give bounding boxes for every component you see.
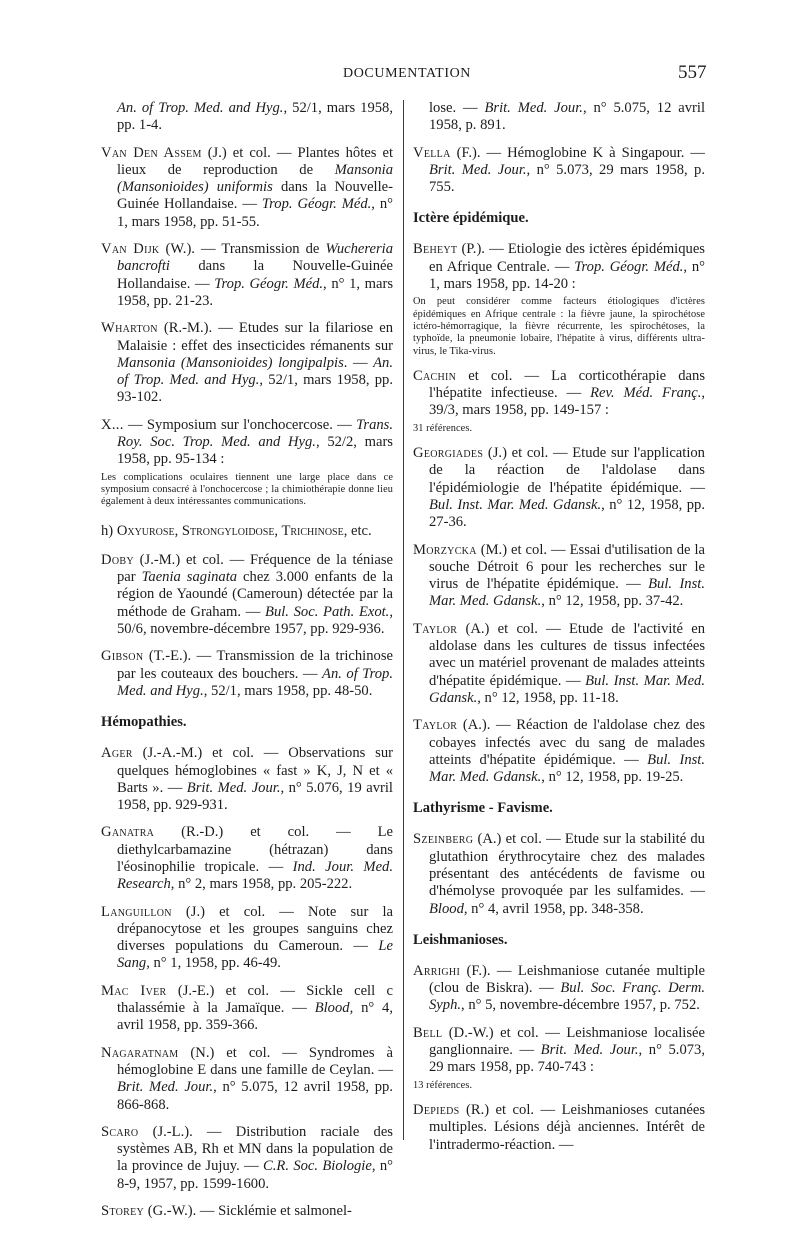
citation-details: , n° 5.073, 29 mars 1958, pp. 740-743 :	[429, 1042, 705, 1076]
taxon-name: Taenia saginata	[141, 569, 238, 586]
column-divider	[403, 100, 404, 1140]
author-name: Wharton	[101, 320, 158, 337]
journal-title: C.R. Soc. Biologie	[263, 1158, 372, 1175]
journal-title: Brit. Med. Jour.	[540, 1042, 639, 1059]
taxon-name: Mansonia (Mansonioides) longipalpis	[117, 354, 344, 371]
citation-details: , n° 5.073, 29 mars 1958, p. 755.	[429, 161, 705, 196]
entry-title: Etudes sur la filariose en Malaisie : effet des insecticides rémanents sur	[117, 320, 393, 354]
entry-title: Transmission de	[221, 241, 326, 258]
citation-details: , n° 5.075, 12 avril 1958, pp. 866-868.	[117, 1079, 394, 1113]
author-name: Van Den Assem	[101, 144, 202, 161]
reference-entry	[413, 445, 705, 531]
journal-title: Trans. Roy. Soc. Trop. Med. and Hyg.	[117, 416, 393, 451]
author-initials: (R.) et col. —	[459, 1101, 562, 1118]
author-initials: (W.). —	[159, 241, 222, 258]
print-glyph: c	[386, 982, 393, 999]
abstract-note: On peut considérer comme facteurs étiologiques d'ictères épidémiques en Afrique centrale : la fièvre jaune, la spirochétose ictéro-hémorragique, la fièvre récurrente, les spirochétoses, la typhoïde, la pneumonie lobaire, l'hépatite à virus, différents ultra-virus, le Tika-virus.	[413, 296, 705, 357]
entry-title: Essai d'utilisation de la souche Détroit 6 pour les recherches sur le virus de l'hépatite épidémique. —	[429, 541, 705, 593]
citation-details: , n° 5, novembre-décembre 1957, p. 752.	[461, 997, 700, 1014]
citation-details: , n° 12, 1958, pp. 27-36.	[429, 496, 706, 531]
entry-title: Hémoglobine K à Singapour. —	[507, 144, 705, 161]
journal-title: Le Sang	[117, 938, 393, 972]
section-heading: Hémopathies.	[101, 714, 187, 731]
reference-entry	[101, 1045, 393, 1114]
page-number: 557	[678, 62, 707, 83]
citation-details: , 52/1, mars 1958, pp. 93-102.	[117, 372, 393, 406]
entry-title: Fréquence de la téniase par	[117, 551, 393, 586]
journal-title: Blood	[429, 900, 464, 917]
reference-entry	[101, 648, 393, 700]
reference-entry	[413, 621, 705, 707]
subsection-heading	[101, 523, 393, 540]
subsection-letter: h)	[101, 522, 117, 539]
author-name: Ager	[101, 745, 133, 762]
reference-entry	[413, 542, 705, 611]
reference-entry	[413, 368, 705, 435]
subsection-tail: etc.	[347, 522, 372, 539]
author-name: Taylor	[413, 717, 458, 734]
reference-entry	[413, 1102, 705, 1154]
journal-title: Bul. Inst. Mar. Med. Gdansk.	[429, 751, 705, 786]
entry-title: La corticothérapie dans l'hépatite infectieuse. —	[429, 367, 706, 402]
entry-title: dans la Nouvelle-Guinée Hollandaise. —	[117, 179, 393, 213]
journal-title: Rev. Méd. Franç.	[590, 385, 702, 402]
author-initials: et col. —	[456, 367, 552, 384]
journal-title: Trop. Géogr. Méd.	[574, 258, 684, 275]
journal-title: Blood	[314, 1000, 350, 1017]
author-initials: (J.-E.) et col. —	[166, 982, 307, 999]
citation-details: , n° 2, mars 1958, pp. 205-222.	[170, 876, 353, 893]
citation-details: , 52/2, mars 1958, pp. 95-134 :	[117, 434, 393, 468]
author-initials: (A.). —	[457, 717, 517, 734]
citation-details: , 52/1, mars 1958, pp. 48-50.	[203, 682, 373, 699]
journal-title: Ind. Jour. Med. Research	[117, 858, 393, 893]
author-name: Taylor	[413, 620, 458, 637]
journal-title: An. of Trop. Med. and Hyg.	[117, 354, 393, 389]
reference-entry	[101, 320, 393, 406]
journal-title: An. of Trop. Med. and Hyg.	[117, 665, 393, 699]
author-name: Georgiades	[413, 445, 484, 462]
author-initials: (J.) et col. —	[171, 903, 309, 920]
entry-title: Syndromes à hémoglobine E dans une famille de Ceylan. —	[117, 1044, 393, 1078]
author-name: Van Dijk	[101, 241, 160, 258]
citation-details: , n° 8-9, 1957, pp. 1599-1600.	[117, 1158, 393, 1192]
entry-title: Etude de l'activité en aldolase dans les cultures de tissus infectées avec un matériel provenant de malades atteints d'hépatite épidémique. —	[429, 620, 705, 689]
journal-title: Bul. Soc. Path. Exot.	[265, 603, 390, 620]
reference-entry	[101, 241, 393, 310]
reference-entry	[413, 100, 705, 135]
entry-title: Symposium sur l'onchocercose. —	[146, 416, 357, 433]
author-name: Mac Iver	[101, 982, 167, 999]
reference-entry	[413, 241, 705, 357]
journal-title: Trop. Géogr. Méd.	[261, 196, 372, 213]
reference-entry	[413, 145, 705, 197]
entry-title: . —	[343, 354, 374, 371]
author-initials: (J.-L.). —	[138, 1123, 236, 1140]
abstract-note: Les complications oculaires tiennent une large place dans ce symposium consacré à l'onchocercose ; la chimiothérapie donne lieu également à deux intéressantes communications.	[101, 471, 393, 508]
journal-title: Bul. Inst. Mar. Med. Gdansk.	[429, 496, 602, 513]
citation-details: , n° 1, mars 1958, pp. 21-23.	[117, 275, 394, 309]
reference-entry	[413, 831, 705, 917]
journal-title: Trop. Géogr. Méd.	[214, 275, 324, 292]
author-name: Depieds	[413, 1101, 460, 1118]
section-heading: Lathyrisme - Favisme.	[413, 800, 553, 817]
citation-details: , n° 4, avril 1958, pp. 359-366.	[117, 1000, 394, 1034]
author-initials: (T.-E.). —	[143, 648, 217, 665]
entry-title: Réaction de l'aldolase chez des cobayes infectés avec du sang de malades atteints d'hépatite épidémique. —	[429, 717, 705, 768]
journal-title: Bul. Inst. Mar. Med. Gdansk.	[429, 672, 705, 706]
entry-title: lose. —	[429, 100, 485, 116]
entry-title: Observations sur quelques hémoglobines « fast » K, J, N et « Barts ». —	[117, 745, 393, 796]
author-name: Beheyt	[413, 241, 458, 258]
author-initials: (G.-W.). —	[144, 1203, 219, 1220]
reference-entry	[101, 983, 393, 1035]
reference-entry	[413, 963, 705, 1015]
author-name: Bell	[413, 1024, 443, 1041]
citation-details: , 39/3, mars 1958, pp. 149-157 :	[429, 385, 705, 419]
author-initials: (M.) et col. —	[476, 541, 570, 558]
author-initials: (R.-D.) et col. —	[154, 824, 378, 841]
author-initials: (R.-M.). —	[157, 320, 239, 337]
author-initials: (F.). —	[460, 962, 518, 979]
author-initials: (D.-W.) et col. —	[442, 1024, 567, 1041]
entry-title: Etude sur la stabilité du glutathion érythrocytaire chez des malades présentant des antécédents de favisme ou d'hémolyse provoquée par les sulfamides. —	[429, 831, 705, 900]
author-name: Languillon	[101, 903, 172, 920]
author-name: Szeinberg	[413, 831, 474, 848]
author-initials: (N.) et col. —	[178, 1044, 309, 1061]
entry-title: thalassémie à la Jamaïque. —	[117, 1000, 315, 1017]
entry-title: chez 3.000 enfants de la région de Yaoundé (Cameroun) détectée par la méthode de Graham. —	[117, 569, 393, 620]
author-name: X...	[101, 416, 124, 433]
reference-entry	[101, 745, 393, 814]
reference-entry	[101, 145, 393, 231]
entry-title: Etiologie des ictères épidémiques en Afrique Centrale. —	[429, 241, 705, 275]
entry-title: Plantes hôtes et lieux de reproduction de	[117, 144, 393, 178]
author-name: Ganatra	[101, 824, 155, 841]
entry-title: Etude sur l'application de la réaction de l'aldolase dans l'épidémiologie de l'hépatite épidémique. —	[429, 445, 705, 496]
reference-entry	[101, 552, 393, 638]
author-initials: (A.) et col. —	[473, 831, 565, 848]
entry-title: Leishmanioses cutanées multiples. Lésions déjà anciennes. Intérêt de l'intradermo-réaction. —	[429, 1101, 705, 1153]
reference-entry	[413, 1025, 705, 1092]
citation-details: , n° 5.076, 19 avril 1958, pp. 929-931.	[117, 779, 393, 814]
journal-title: Bul. Inst. Mar. Med. Gdansk.	[429, 576, 705, 610]
author-initials: (F.). —	[450, 144, 508, 161]
author-initials: (J.-M.) et col. —	[133, 551, 250, 568]
author-initials: (P.). —	[457, 241, 508, 258]
author-name: Nagaratnam	[101, 1044, 179, 1061]
right-column	[413, 100, 705, 1164]
author-initials: (J.) et col. —	[201, 144, 298, 161]
author-initials: (J.-A.-M.) et col. —	[132, 745, 289, 762]
entry-title: Sickle cell	[306, 982, 387, 999]
author-name: Morzycka	[413, 541, 477, 558]
citation-details: , n° 1, 1958, pp. 46-49.	[146, 955, 281, 972]
author-name: Gibson	[101, 648, 144, 665]
author-name: Vella	[413, 144, 451, 161]
reference-entry	[101, 100, 393, 135]
author-name: Scaro	[101, 1123, 139, 1140]
author-name: Storey	[101, 1203, 145, 1220]
author-name: Cachin	[413, 367, 457, 384]
running-head: DOCUMENTATION	[343, 66, 472, 81]
entry-title: Transmission de la trichinose par les couteaux des bouchers. —	[117, 648, 393, 682]
reference-count-note: 31 références.	[413, 422, 473, 434]
citation-details: , n° 12, 1958, pp. 11-18.	[477, 689, 619, 706]
citation-details: , n° 5.075, 12 avril 1958, p. 891.	[429, 100, 705, 134]
entry-title: Sicklémie et salmonel-	[218, 1203, 352, 1220]
citation-details: , n° 1, mars 1958, pp. 14-20 :	[429, 258, 706, 293]
journal-title: Brit. Med. Jour.	[429, 161, 527, 178]
entry-title: Distribution raciale des systèmes AB, Rh et MN dans la population de la province de Jujuy. —	[117, 1123, 393, 1175]
author-initials: (A.) et col. —	[457, 620, 570, 637]
author-name: Arrighi	[413, 962, 461, 979]
reference-entry	[101, 1124, 393, 1193]
taxon-name: Wuchereria bancrofti	[117, 241, 394, 275]
entry-title: Le diethylcarbamazine (hétrazan) dans l'éosinophilie tropicale. —	[117, 824, 393, 875]
citation-details: , n° 4, avril 1958, pp. 348-358.	[463, 900, 644, 917]
reference-entry	[101, 824, 393, 893]
section-heading: Ictère épidémique.	[413, 210, 529, 227]
journal-title: Brit. Med. Jour.	[484, 100, 583, 116]
journal-title: Brit. Med. Jour.	[117, 1079, 214, 1096]
section-heading: Leishmanioses.	[413, 931, 508, 948]
citation-details: , n° 12, 1958, pp. 37-42.	[541, 593, 684, 610]
left-column	[101, 100, 393, 1230]
author-initials: —	[123, 416, 147, 433]
subsection-label: Oxyurose, Strongyloidose, Trichinose,	[116, 522, 348, 539]
entry-title: dans la Nouvelle-Guinée Hollandaise. —	[117, 258, 393, 292]
citation-details: , n° 1, mars 1958, pp. 51-55.	[117, 196, 393, 230]
reference-count-note: 13 références.	[413, 1079, 473, 1091]
reference-entry	[101, 1203, 393, 1220]
entry-title: Leishmaniose cutanée multiple (clou de Biskra). —	[429, 962, 705, 997]
journal-title: Bul. Soc. Franç. Derm. Syph.	[429, 980, 706, 1014]
author-name: Doby	[101, 551, 134, 568]
journal-title: An. of Trop. Med. and Hyg.	[117, 100, 284, 116]
entry-title: Leishmaniose localisée ganglionnaire. —	[429, 1024, 705, 1059]
entry-title: Note sur la drépanocytose et les groupes sanguins chez diverses populations du Cameroun. —	[117, 903, 393, 955]
journal-title: Brit. Med. Jour.	[186, 779, 281, 796]
citation-details: , n° 12, 1958, pp. 19-25.	[541, 769, 684, 786]
citation-details: , 52/1, mars 1958, pp. 1-4.	[117, 100, 393, 134]
taxon-name: Mansonia (Mansonioides) uniformis	[117, 161, 393, 196]
reference-entry	[101, 417, 393, 509]
author-initials: (J.) et col. —	[483, 445, 573, 462]
reference-entry	[101, 904, 393, 973]
citation-details: , 50/6, novembre-décembre 1957, pp. 929-936.	[117, 603, 393, 638]
reference-entry	[413, 717, 705, 786]
